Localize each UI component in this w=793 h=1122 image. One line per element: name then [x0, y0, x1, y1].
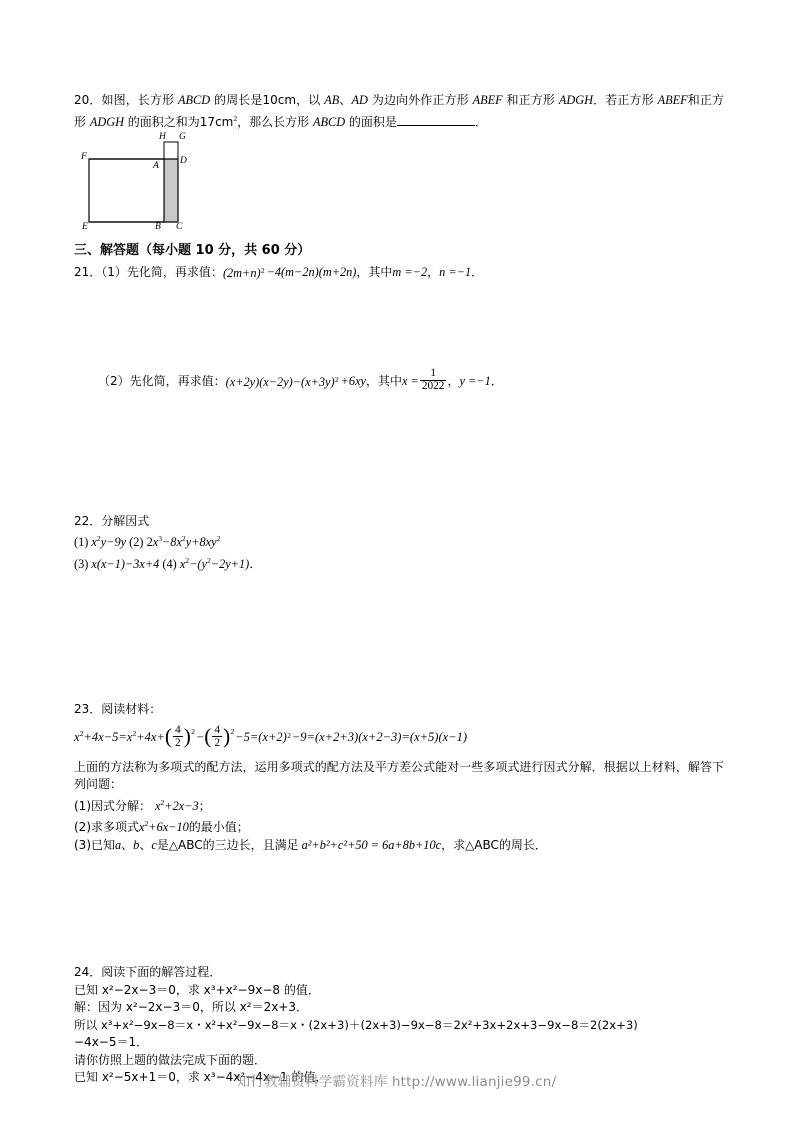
q20-text-7: 的面积之和为17cm: [123, 114, 234, 129]
answer-space-21-1: [74, 282, 724, 370]
q23-item2-expr: $x^2+6x-10$: [139, 819, 189, 835]
q21-sub1-cond-sep: ，: [427, 265, 440, 280]
q20-answer-blank[interactable]: [397, 114, 475, 126]
q23-item3-expr: a²+b²+c²+50 = 6a+8b+10c: [301, 837, 442, 852]
figure-label-H: H: [159, 132, 166, 143]
question-21-part2: [74, 367, 724, 395]
q21-sub2-cond-intro: ，其中: [366, 374, 403, 389]
q22-item-4: (4): [159, 556, 180, 571]
q21-sub2-label: （2）: [98, 374, 130, 389]
q21-sub2-expr-a: (x+2y)(x−2y)−(x+3y) 2: [225, 374, 339, 389]
q23-item3-tail: ，求△ABC的周长．: [441, 837, 547, 852]
q23-item1-end: ；: [198, 798, 211, 813]
question-22-title: [74, 513, 724, 531]
q21-sub1-cond-intro: ，其中: [356, 265, 393, 280]
q23-formula-g2: (x+2+3)(x+2−3): [314, 730, 402, 745]
answer-space-21-2b: [74, 483, 724, 513]
question-23-formula: [74, 725, 724, 751]
q22-expr-1: $x^2y-9y$: [91, 534, 127, 550]
q20-text-5: ．若正方形: [593, 93, 658, 107]
q23-fraction-2: $\frac{4}{2}$: [214, 723, 221, 750]
page-content: [74, 92, 724, 1087]
question-24-line2: 解：因为 x²−2x−3＝0，所以 x²＝2x+3．: [74, 1000, 308, 1015]
figure-label-B: B: [155, 222, 161, 233]
q21-sub2-expr-b: +6xy: [340, 374, 366, 389]
q20-text-1: 如图，长方形: [101, 93, 179, 107]
q23-paren-close-1: ): [183, 724, 191, 749]
question-23-item3: [74, 837, 724, 855]
q20-number: 20．: [74, 93, 102, 107]
q21-sub1-expr-b: −4(m−2n)(m+2n): [266, 265, 357, 280]
question-23-item2: [74, 815, 724, 837]
question-23-item1: [74, 794, 724, 816]
q20-abcd-1: ABCD: [178, 93, 211, 107]
q21-sub2-prompt: 先化简，再求值：: [129, 374, 226, 389]
figure-label-E: E: [82, 222, 88, 233]
q23-formula-p2: $x^2+4x+$: [126, 728, 165, 745]
q23-paren-open-2: (: [204, 724, 212, 749]
q20-adgh-2: ADGH: [89, 114, 124, 129]
q23-number: 23．: [74, 702, 102, 717]
question-22-line2: [74, 552, 724, 574]
q23-item3-sep2: 、: [139, 837, 152, 852]
q20-text-2: 的周长是10cm，以: [210, 93, 325, 107]
q23-fraction-1: $\frac{4}{2}$: [174, 723, 181, 750]
figure-svg: [79, 134, 214, 237]
q23-title: 阅读材料：: [101, 702, 162, 717]
q23-item3-c: c: [151, 837, 157, 852]
q21-sub1-prompt: 先化简，再求值：: [126, 265, 223, 280]
square-adgh: [164, 142, 178, 159]
q21-sub1-end: ．: [471, 265, 484, 280]
q23-formula-frac2-group: ( $\frac{4}{2}$ ) 2: [204, 723, 235, 750]
q20-abef-2: ABEF: [657, 93, 688, 107]
q23-item3-label: (3)已知: [74, 837, 115, 852]
question-24-title: [74, 964, 724, 982]
q22-line2-end: ．: [249, 556, 262, 571]
question-24-line5: 请你仿照上题的做法完成下面的题．: [74, 1052, 267, 1067]
q20-text-4: 和正方形: [502, 93, 559, 107]
answer-space-22: [74, 573, 724, 661]
q23-item3-sep1: 、: [121, 837, 134, 852]
q23-item2-label: (2)求多项式: [74, 820, 139, 835]
figure-label-D: D: [180, 156, 187, 167]
q22-title: 分解因式: [101, 513, 150, 528]
q20-adgh-1: ADGH: [558, 93, 594, 107]
q21-sub2-fraction: [420, 368, 447, 393]
q23-formula-p1: $x^2+4x-5=$: [74, 728, 127, 745]
q20-ab: AB: [324, 93, 340, 107]
q21-sub2-end: ．: [490, 374, 503, 389]
q23-item2-tail: 的最小值；: [188, 820, 249, 835]
q23-formula-frac1-group: ( $\frac{4}{2}$ ) 2: [164, 723, 195, 750]
q23-item3-b: b: [133, 837, 140, 852]
q23-formula-tail1: −5=: [235, 730, 259, 745]
q24-title: 阅读下面的解答过程．: [101, 965, 222, 980]
page-footer-watermark: 知行教辅资料学霸资料库 http://www.lianjie99.cn/: [236, 1074, 557, 1090]
question-24-line3: 所以 x³+x²−9x−8＝x・x²+x²−9x−8＝x・(2x+3)＋(2x+3)−9x−8＝2x²+3x+2x+3−9x−8＝2(2x+3): [74, 1017, 638, 1032]
q22-expr-3: x(x−1)−3x+4: [91, 556, 160, 571]
q21-sub1-cond-m: m =−2: [392, 265, 428, 280]
q20-sup-2: 2: [233, 113, 238, 123]
figure-label-C: C: [176, 222, 183, 233]
question-24-line1: 已知 x²−2x−3＝0，求 x³+x²−9x−8 的值．: [74, 982, 320, 997]
q20-text-10: ．: [474, 114, 487, 129]
q24-number: 24．: [74, 965, 102, 980]
q21-sub2-cond-sep: ，: [447, 374, 460, 389]
q21-frac-denominator: 2022: [421, 380, 445, 393]
q23-item1-label: (1)因式分解：: [74, 798, 151, 813]
q23-item3-mid: 是△ABC的三边长，且满足: [156, 837, 299, 852]
q22-expr-4: $x^2-(y^2-2y+1)$: [179, 555, 250, 571]
q23-formula-g1: (x+2) 2: [258, 730, 291, 745]
q23-formula-minus: −: [195, 730, 205, 745]
q23-paren-open-1: (: [164, 724, 172, 749]
q23-formula-tail2: −9=: [291, 730, 315, 745]
q23-item1-expr: $x^2+2x-3$: [155, 797, 199, 813]
q20-sep-1: 、: [339, 93, 352, 107]
q22-number: 22．: [74, 513, 102, 528]
section-3-heading: 三、解答题（每小题 10 分，共 60 分）: [74, 243, 311, 259]
q22-expr-2: $x^3-8x^2y+8xy^2$: [152, 534, 221, 550]
answer-space-21-2: [74, 395, 724, 483]
question-20: [74, 92, 724, 131]
q21-sub2-cond-y: y =−1: [459, 374, 491, 389]
q23-formula-tail3: =: [401, 730, 410, 745]
question-21-part1: [74, 264, 724, 282]
q21-sub1-label: （1）: [101, 265, 127, 280]
q20-text-6: 和正方形: [74, 93, 724, 129]
question-23-title: [74, 701, 724, 719]
question-24-line4: −4x−5＝1．: [74, 1035, 149, 1050]
q21-frac-numerator: 1: [430, 367, 436, 380]
answer-space-23: [74, 854, 724, 942]
q20-abcd-2: ABCD: [313, 114, 346, 129]
question-22-line1: [74, 530, 724, 552]
q20-geometry-figure: [79, 134, 214, 237]
q20-text-8: ，那么长方形: [237, 114, 313, 129]
q21-sub1-expr-a: (2m+n) 2: [222, 265, 265, 280]
figure-label-F: F: [81, 152, 87, 163]
q23-item3-a: a: [115, 837, 122, 852]
question-24-line6: 已知 x²−5x+1＝0，求 x³−4x²−4x−1 的值．: [74, 1070, 328, 1085]
q21-sub1-cond-n: n =−1: [439, 265, 472, 280]
figure-label-A: A: [153, 161, 159, 172]
q22-item-1: (1): [74, 535, 92, 550]
q21-sub2-x-label: x =: [402, 374, 419, 389]
q22-item-2: (2) 2: [126, 535, 153, 550]
q23-paren-close-2: ): [223, 724, 231, 749]
q20-abef-1: ABEF: [472, 93, 503, 107]
q21-number: 21．: [74, 265, 102, 280]
figure-label-G: G: [179, 132, 186, 143]
q20-text-9: 的面积是: [345, 114, 397, 129]
q22-item-3: (3): [74, 556, 92, 571]
question-23-paragraph: 上面的方法称为多项式的配方法，运用多项式的配方法及平方差公式能对一些多项式进行因式分解．根据以上材料，解答下列问题：: [74, 759, 724, 792]
rect-abcd-shaded: [164, 159, 178, 222]
q23-formula-g3: (x+5)(x−1): [409, 730, 468, 745]
answer-space-23b: [74, 942, 724, 964]
answer-space-22b: [74, 661, 724, 701]
q20-ad: AD: [351, 93, 368, 107]
q20-text-3: 为边向外作正方形: [367, 93, 473, 107]
